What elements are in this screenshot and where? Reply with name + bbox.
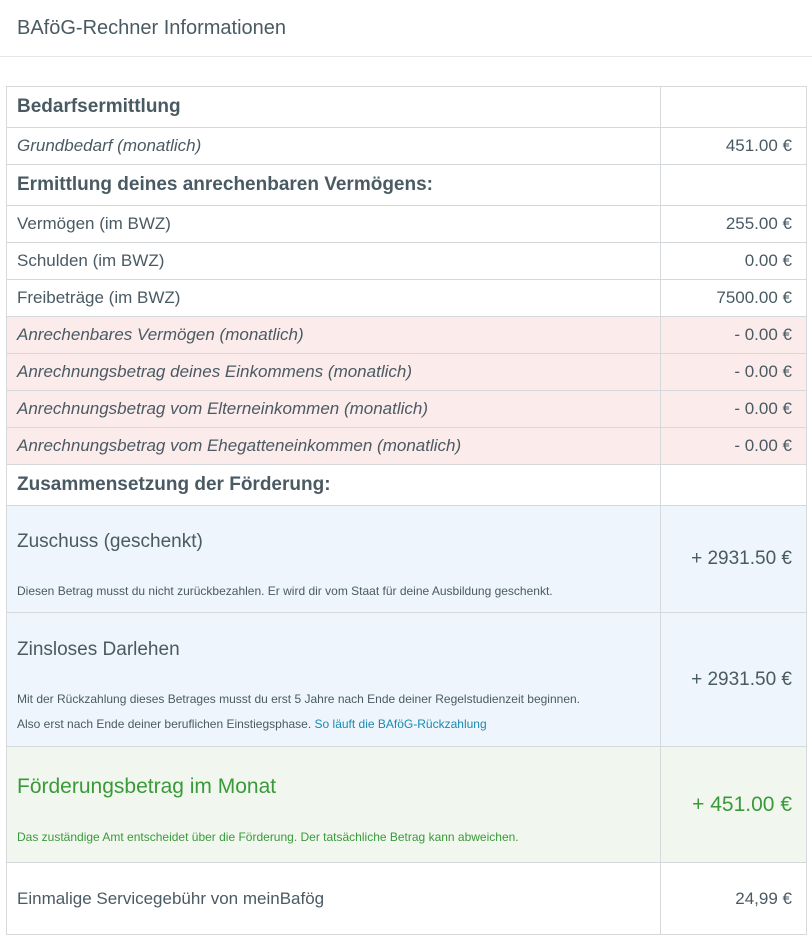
bafoeg-result-table: [6, 86, 807, 935]
vermoegen-label: Vermögen (im BWZ): [7, 206, 661, 243]
zuschuss-row: [7, 506, 807, 613]
deduction-row: [7, 354, 807, 391]
freibetraege-label: Freibeträge (im BWZ): [7, 280, 661, 317]
zuschuss-title: Zuschuss (geschenkt): [17, 530, 203, 552]
section-heading-foerderung: Zusammensetzung der Förderung:: [7, 465, 661, 506]
anrechenbares-value: - 0.00 €: [661, 317, 807, 354]
freibetraege-value: 7500.00 €: [661, 280, 807, 317]
section-row-bedarf: [7, 87, 807, 128]
gebuehr-label: Einmalige Servicegebühr von meinBafög: [7, 863, 661, 935]
anrechenbares-label: Anrechenbares Vermögen (monatlich): [7, 317, 661, 354]
foerderung-row: [7, 747, 807, 863]
grundbedarf-label: Grundbedarf (monatlich): [7, 128, 661, 165]
eltern-label: Anrechnungsbetrag vom Elterneinkommen (monatlich): [7, 391, 661, 428]
section-heading-vermoegen: Ermittlung deines anrechenbaren Vermögens:: [7, 165, 661, 206]
page-title: BAföG-Rechner Informationen: [17, 16, 287, 39]
darlehen-note-1: Mit der Rückzahlung dieses Betrages musst du erst 5 Jahre nach Ende deiner Regelstudienzeit beginnen.: [17, 691, 580, 706]
deduction-row: [7, 317, 807, 354]
table-row: [7, 206, 807, 243]
table-row: [7, 280, 807, 317]
schulden-value: 0.00 €: [661, 243, 807, 280]
foerderung-note: Das zuständige Amt entscheidet über die Förderung. Der tatsächliche Betrag kann abweichen.: [17, 830, 519, 844]
deduction-row: [7, 391, 807, 428]
darlehen-title: Zinsloses Darlehen: [17, 638, 180, 660]
section-row-foerderung: [7, 465, 807, 506]
darlehen-note-2: Also erst nach Ende deiner beruflichen Einstiegsphase.: [17, 716, 312, 731]
einkommen-value: - 0.00 €: [661, 354, 807, 391]
fee-row: [7, 863, 807, 935]
zuschuss-note: Diesen Betrag musst du nicht zurückbezahlen. Er wird dir vom Staat für deine Ausbildung geschenkt.: [17, 583, 553, 598]
foerderung-cell: [7, 747, 661, 863]
section-heading-bedarf: Bedarfsermittlung: [7, 87, 661, 128]
empty-cell: [661, 465, 807, 506]
gebuehr-value: 24,99 €: [661, 863, 807, 935]
foerderung-title: Förderungsbetrag im Monat: [17, 775, 277, 798]
empty-cell: [661, 165, 807, 206]
table-row: [7, 128, 807, 165]
darlehen-row: [7, 613, 807, 747]
zuschuss-cell: [7, 506, 661, 613]
ehegatte-value: - 0.00 €: [661, 428, 807, 465]
foerderung-value: + 451.00 €: [661, 747, 807, 863]
eltern-value: - 0.00 €: [661, 391, 807, 428]
darlehen-note-2-line: [17, 712, 650, 737]
table-row: [7, 243, 807, 280]
einkommen-label: Anrechnungsbetrag deines Einkommens (monatlich): [7, 354, 661, 391]
darlehen-cell: [7, 613, 661, 747]
deduction-row: [7, 428, 807, 465]
empty-cell: [661, 87, 807, 128]
darlehen-value: + 2931.50 €: [661, 613, 807, 747]
schulden-label: Schulden (im BWZ): [7, 243, 661, 280]
ehegatte-label: Anrechnungsbetrag vom Ehegatteneinkommen (monatlich): [7, 428, 661, 465]
page-header: [0, 0, 812, 57]
vermoegen-value: 255.00 €: [661, 206, 807, 243]
section-row-vermoegen: [7, 165, 807, 206]
zuschuss-value: + 2931.50 €: [661, 506, 807, 613]
grundbedarf-value: 451.00 €: [661, 128, 807, 165]
rueckzahlung-link[interactable]: So läuft die BAföG-Rückzahlung: [314, 716, 487, 731]
